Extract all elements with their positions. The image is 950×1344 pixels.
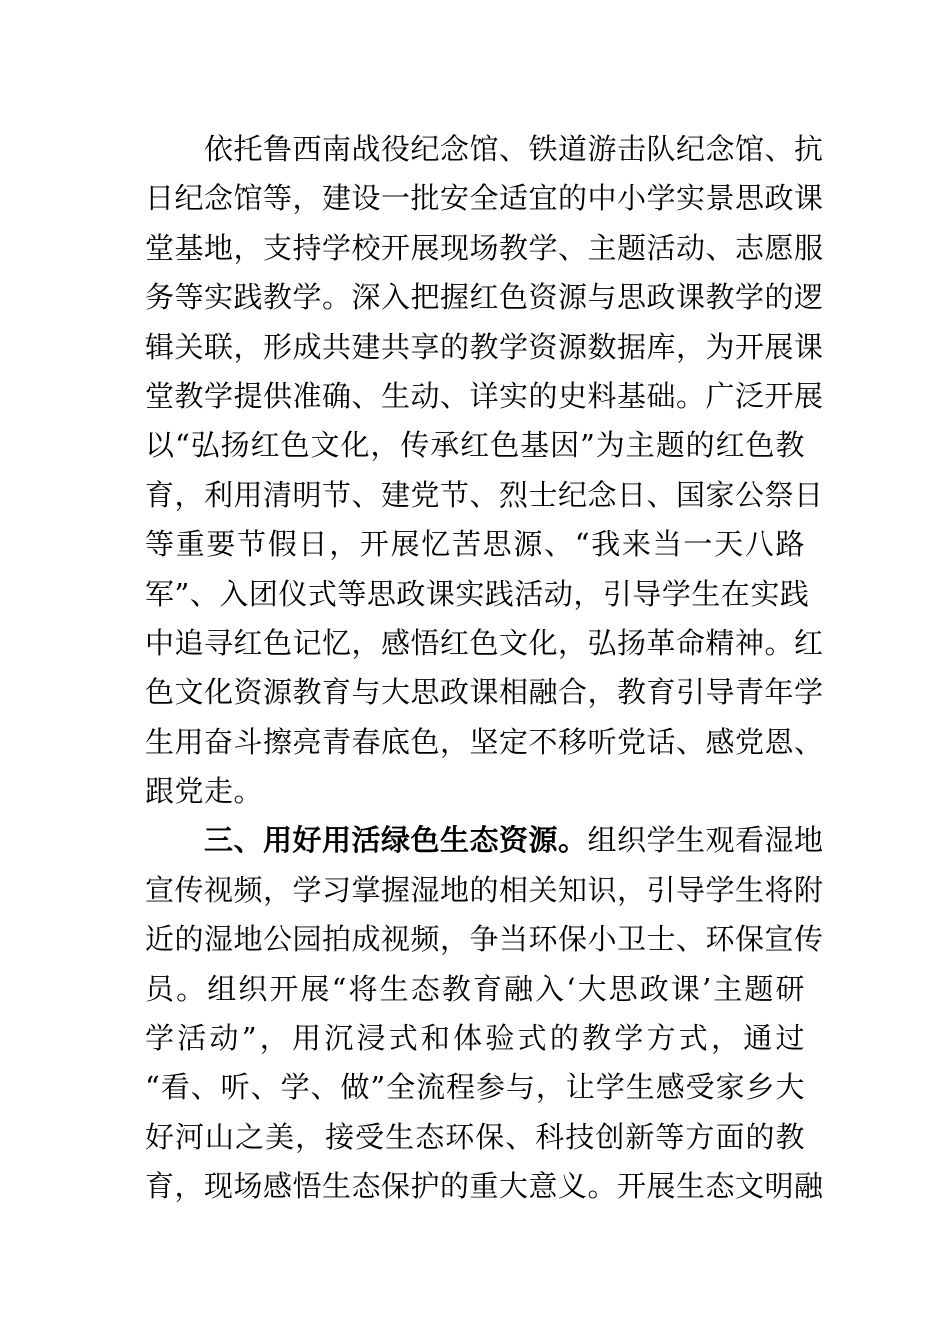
text-line: 宣传视频，学习掌握湿地的相关知识，引导学生将附 [145, 872, 824, 907]
text-line: 军”、入团仪式等思政课实践活动，引导学生在实践 [145, 576, 810, 611]
text-line: 育，利用清明节、建党节、烈士纪念日、国家公祭日 [145, 477, 824, 512]
text-line: 依托鲁西南战役纪念馆、铁道游击队纪念馆、抗 [204, 132, 824, 166]
text-line: 务等实践教学。深入把握红色资源与思政课教学的逻 [145, 280, 824, 315]
text-line: 生用奋斗擦亮青春底色，坚定不移听党话、感党恩、 [145, 724, 824, 759]
text-line: 堂教学提供准确、生动、详实的史料基础。广泛开展 [145, 378, 824, 413]
text-line: 学活动”，用沉浸式和体验式的教学方式，通过 [145, 1021, 805, 1056]
text-line: 等重要节假日，开展忆苦思源、“我来当一天八路 [145, 527, 805, 562]
text-line: 堂基地，支持学校开展现场教学、主题活动、志愿服 [145, 230, 824, 265]
text-line: 日纪念馆等，建设一批安全适宜的中小学实景思政课 [145, 181, 824, 216]
section-heading-line [145, 816, 824, 865]
text-line: 好河山之美，接受生态环保、科技创新等方面的教 [145, 1119, 805, 1154]
text-line: “看、听、学、做”全流程参与，让学生感受家乡大 [145, 1070, 805, 1105]
text-line: 中追寻红色记忆，感悟红色文化，弘扬革命精神。红 [145, 625, 824, 660]
section-heading: 三、用好用活绿色生态资源。 [204, 823, 588, 858]
text-line: 员。组织开展“将生态教育融入‘大思政课’主题研 [145, 971, 805, 1006]
document-body [145, 125, 824, 1212]
text-line: 近的湿地公园拍成视频，争当环保小卫士、环保宣传 [145, 922, 824, 957]
text-line: 以“弘扬红色文化，传承红色基因”为主题的红色教 [145, 428, 805, 463]
text-line: 跟党走。 [145, 774, 264, 809]
text-line: 辑关联，形成共建共享的教学资源数据库，为开展课 [145, 329, 824, 364]
text-line: 色文化资源教育与大思政课相融合，教育引导青年学 [145, 675, 824, 710]
section-heading-line-inner [204, 816, 824, 865]
section-heading-rest: 组织学生观看湿地 [587, 823, 824, 858]
text-line: 育，现场感悟生态保护的重大意义。开展生态文明融 [145, 1169, 824, 1204]
